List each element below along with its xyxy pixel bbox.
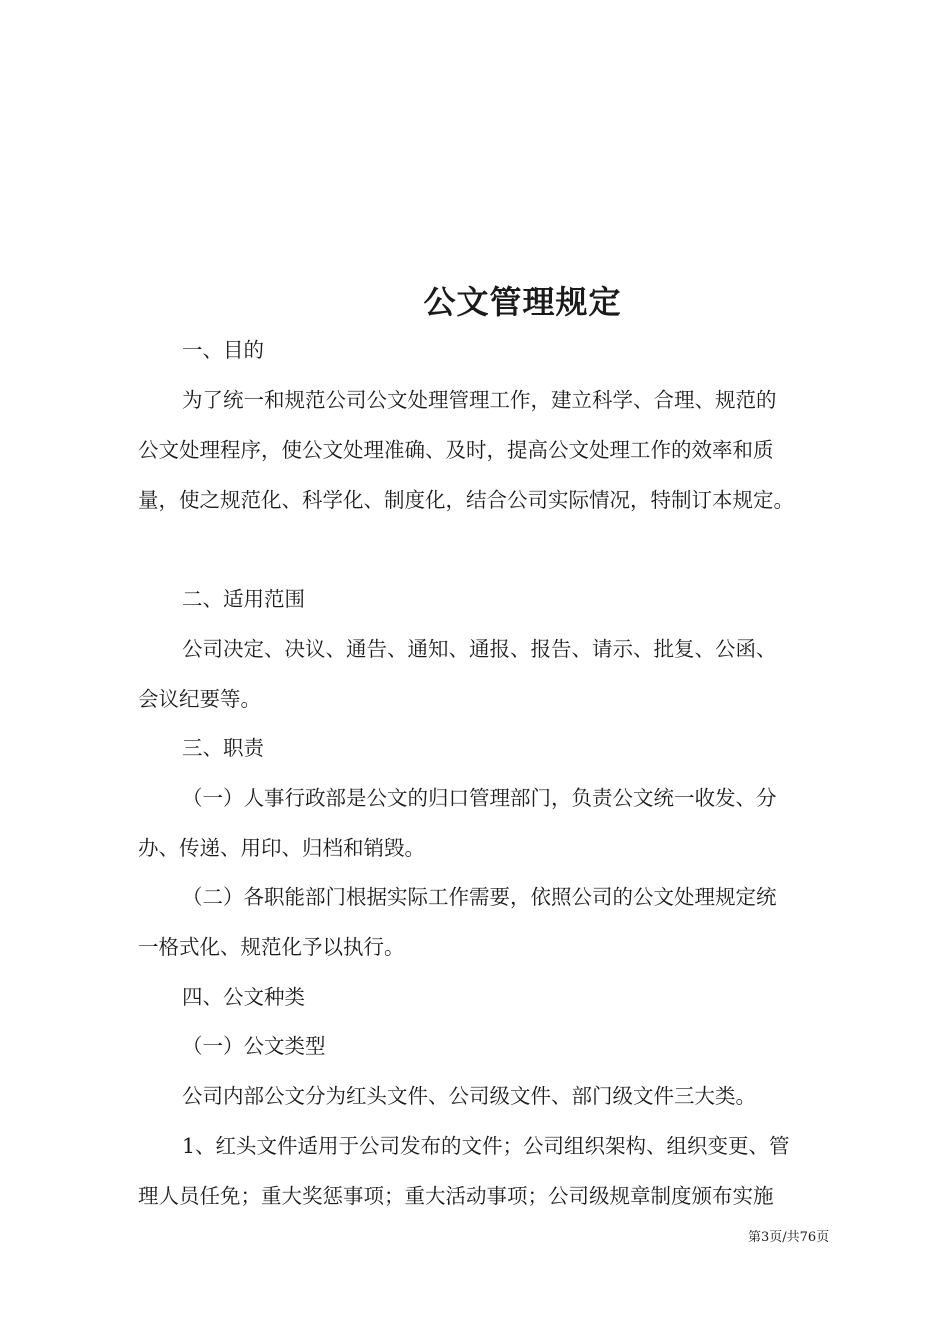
heading-scope: 二、适用范围 — [182, 587, 305, 611]
paragraph-line: 会议纪要等。 — [138, 687, 261, 711]
paragraph-line: 一格式化、规范化予以执行。 — [138, 935, 405, 959]
paragraph-line: （二）各职能部门根据实际工作需要，依照公司的公文处理规定统 — [182, 885, 777, 909]
paragraph-line: 为了统一和规范公司公文处理管理工作，建立科学、合理、规范的 — [182, 388, 777, 412]
paragraph-line: 公司决定、决议、通告、通知、通报、报告、请示、批复、公函、 — [182, 637, 777, 661]
paragraph-line: 理人员任免；重大奖惩事项；重大活动事项；公司级规章制度颁布实施 — [138, 1184, 774, 1208]
paragraph-line: 量，使之规范化、科学化、制度化，结合公司实际情况，特制订本规定。 — [138, 488, 794, 512]
page-title: 公文管理规定 — [423, 283, 622, 321]
paragraph-line: 办、传递、用印、归档和销毁。 — [138, 836, 425, 860]
paragraph-line: 1、红头文件适用于公司发布的文件；公司组织架构、组织变更、管 — [182, 1134, 790, 1158]
heading-responsibilities: 三、职责 — [182, 736, 264, 760]
heading-purpose: 一、目的 — [182, 338, 264, 362]
heading-document-types: 四、公文种类 — [182, 985, 305, 1009]
paragraph-line: 公文处理程序，使公文处理准确、及时，提高公文处理工作的效率和质 — [138, 438, 774, 462]
page-number: 第3页/共76页 — [748, 1230, 830, 1245]
paragraph-line: 公司内部公文分为红头文件、公司级文件、部门级文件三大类。 — [182, 1084, 756, 1108]
subheading-types: （一）公文类型 — [182, 1034, 326, 1058]
paragraph-line: （一）人事行政部是公文的归口管理部门，负责公文统一收发、分 — [182, 786, 777, 810]
